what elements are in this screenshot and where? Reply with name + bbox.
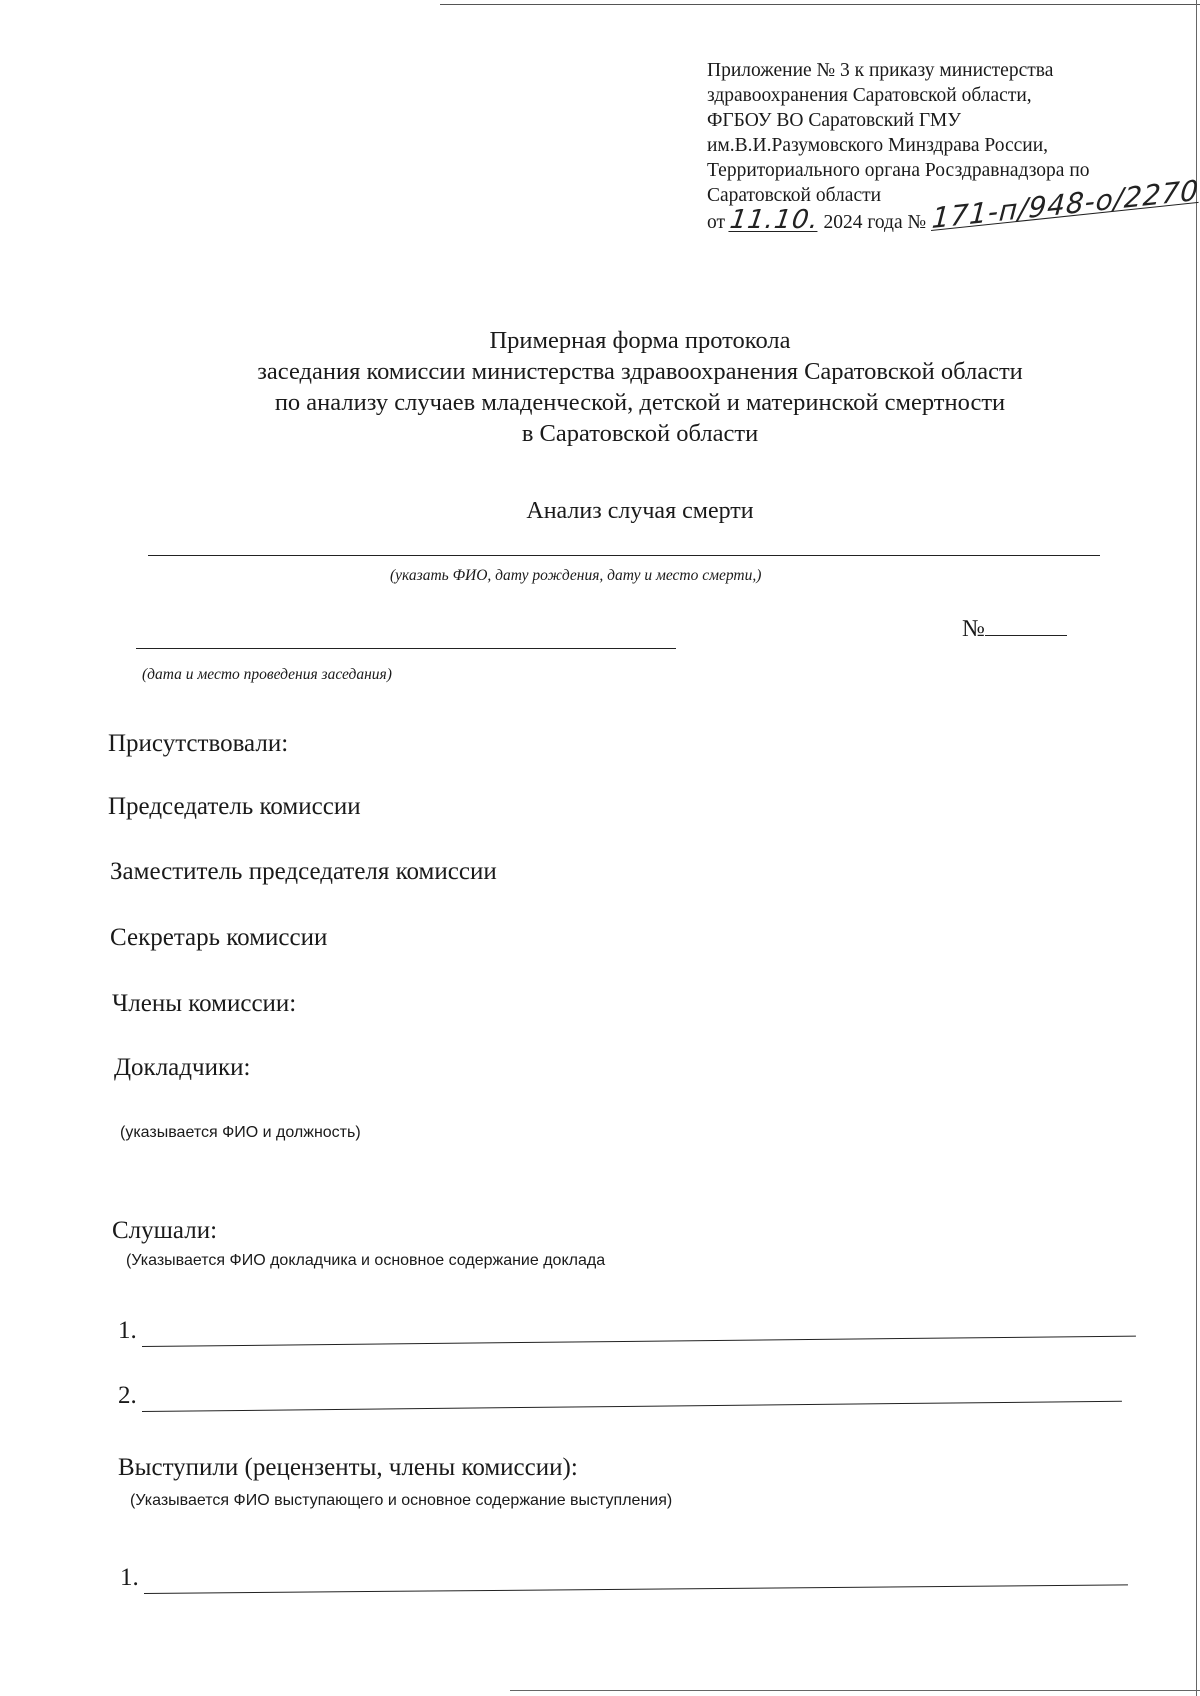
handwritten-date: 11.10.: [727, 205, 821, 235]
meeting-info-line: [136, 648, 676, 649]
appendix-line: Приложение № 3 к приказу министерства: [707, 60, 1054, 81]
appendix-line: ФГБОУ ВО Саратовский ГМУ: [707, 110, 962, 131]
heard-label: Слушали:: [112, 1217, 218, 1244]
deputy-chairman-label: Заместитель председателя комиссии: [110, 858, 497, 885]
present-label: Присутствовали:: [108, 730, 289, 757]
appendix-line: Территориального органа Росздравнадзора по: [707, 160, 1090, 181]
number-sign: №: [962, 616, 985, 642]
appendix-line: им.В.И.Разумовского Минздрава России,: [707, 135, 1049, 156]
heard-item-rule: [142, 1401, 1122, 1412]
scan-edge-right: [1196, 0, 1197, 1696]
title-line: по анализу случаев младенческой, детской и материнской смертности: [274, 389, 1006, 416]
title-line: Примерная форма протокола: [489, 327, 791, 354]
heard-item-rule: [142, 1336, 1136, 1347]
meeting-info-hint: (дата и место проведения заседания): [142, 666, 392, 683]
heard-item: [118, 1317, 137, 1345]
heard-item-number: 1.: [118, 1317, 137, 1344]
appendix-line: Саратовской области: [707, 185, 882, 206]
protocol-number-blank: [985, 617, 1067, 636]
spoke-item-rule: [144, 1584, 1128, 1594]
deceased-info-line: [148, 555, 1100, 556]
deceased-info-hint: (указать ФИО, дату рождения, дату и место смерти,): [390, 567, 762, 584]
scan-edge-top: [440, 4, 1200, 5]
handwritten-order-number: 171-п/948-о/2270: [930, 173, 1200, 236]
heard-item: [118, 1382, 137, 1410]
members-label: Члены комиссии:: [112, 990, 297, 1017]
heard-hint: (Указывается ФИО докладчика и основное содержание доклада: [126, 1252, 606, 1269]
spoke-item-number: 1.: [120, 1564, 139, 1591]
protocol-number: [962, 616, 1067, 643]
date-prefix: от: [707, 212, 726, 233]
title-line: заседания комиссии министерства здравоохранения Саратовской области: [257, 358, 1023, 385]
speakers-hint: (указывается ФИО и должность): [120, 1124, 361, 1141]
scan-edge-bottom: [510, 1690, 1200, 1691]
appendix-header: [707, 58, 1200, 236]
year-text: 2024 года №: [823, 212, 927, 233]
spoke-hint: (Указывается ФИО выступающего и основное содержание выступления): [130, 1492, 673, 1509]
spoke-label: Выступили (рецензенты, члены комиссии):: [118, 1454, 578, 1481]
analysis-heading: Анализ случая смерти: [526, 498, 754, 524]
appendix-line: здравоохранения Саратовской области,: [707, 85, 1032, 106]
speakers-label: Докладчики:: [114, 1054, 251, 1081]
chairman-label: Председатель комиссии: [108, 793, 361, 820]
heard-item-number: 2.: [118, 1382, 137, 1409]
document-title: [150, 325, 1130, 449]
title-line: в Саратовской области: [521, 420, 759, 447]
secretary-label: Секретарь комиссии: [110, 924, 328, 951]
spoke-item: [120, 1564, 139, 1592]
